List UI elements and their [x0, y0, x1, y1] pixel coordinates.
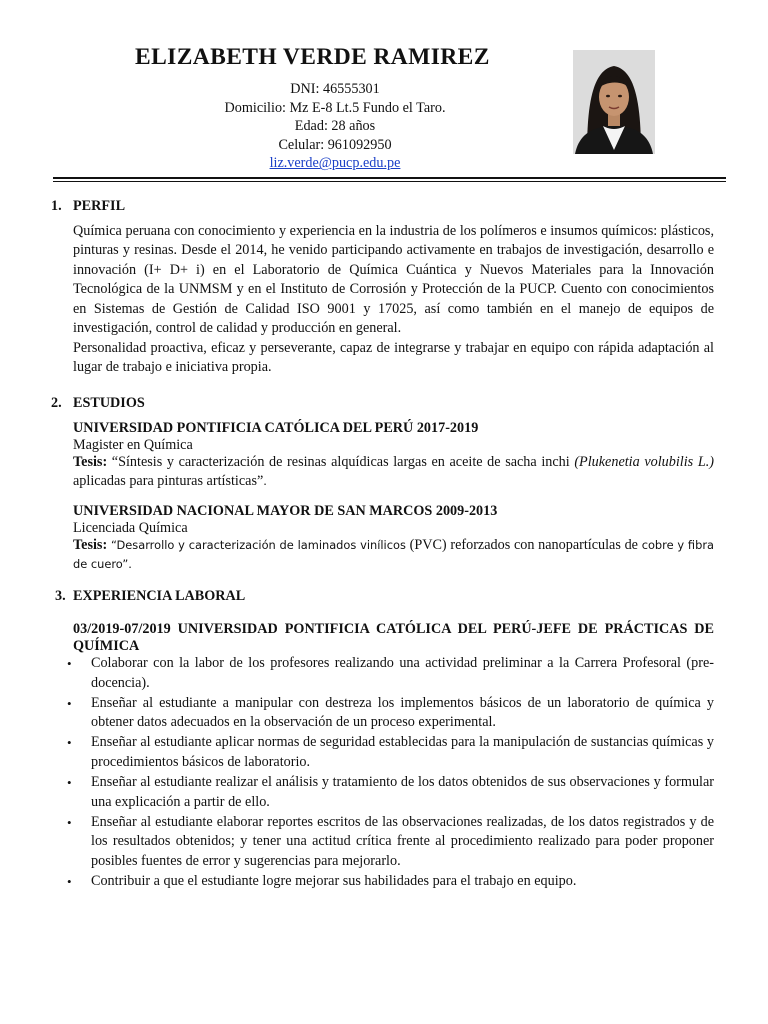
degree-magister: Magister en Química	[73, 437, 193, 453]
address-line: Domicilio: Mz E-8 Lt.5 Fundo el Taro.	[224, 99, 446, 116]
university-pucp: UNIVERSIDAD PONTIFICIA CATÓLICA DEL PERÚ 2017-2019	[73, 420, 479, 436]
section-number: 1.	[51, 198, 62, 214]
email-link[interactable]: liz.verde@pucp.edu.pe	[269, 155, 401, 172]
perfil-paragraph-1: Química peruana con conocimiento y experiencia en la industria de los polímeros e insumos químicos: plásticos, pinturas y resinas. Desde el 2014, he venido participando activamente en trabajos de investigación, desarrollo e innovación (I+ D+ i) en el Laboratorio de Química Cuántica y Nuevos Materiales para la Innovación Tecnológica de la UNMSM y en el Instituto de Corrosión y Protección de la PUCP. Cuento con conocimientos en Sistemas de Gestión de Calidad ISO 9001 y 17025, así como también en el manejo de equipos de investigación, control de calidad y producción en general.	[73, 223, 714, 337]
job-duties-list	[67, 654, 714, 892]
list-item: • Enseñar al estudiante realizar el análisis y tratamiento de los datos obtenidos de sus observaciones y formular una explicación a partir de ello.	[67, 774, 714, 810]
age-line: Edad: 28 años	[294, 118, 376, 135]
list-item: • Enseñar al estudiante a manipular con destreza los implementos básicos de un laboratorio de química y obtener datos adecuados en la observación de un proceso experimental.	[67, 694, 714, 731]
section-title: EXPERIENCIA LABORAL	[73, 588, 246, 604]
bullet-icon: •	[67, 775, 72, 791]
section-title: PERFIL	[73, 198, 126, 214]
tesis-text-middle: (PVC) reforzados con nanopartículas de	[405, 537, 642, 553]
list-item: • Contribuir a que el estudiante logre mejorar sus habilidades para el trabajo en equipo.	[73, 872, 714, 892]
tesis-text: “Desarrollo y caracterización de laminados vinílicos	[107, 538, 406, 552]
section-heading-perfil	[51, 198, 125, 215]
bullet-icon: •	[67, 695, 72, 711]
section-number: 2.	[51, 395, 62, 411]
profile-photo	[573, 50, 655, 154]
bullet-icon: •	[67, 735, 72, 751]
bullet-icon: •	[67, 874, 72, 890]
tesis-label: Tesis:	[73, 454, 108, 470]
tesis-licenciada	[73, 536, 714, 573]
section-heading-experiencia	[55, 588, 245, 605]
contact-block	[170, 80, 500, 173]
perfil-paragraph-2: Personalidad proactiva, eficaz y perseverante, capaz de integrarse y trabajar en equipo con rápida adaptación al lugar de trabajo e iniciativa propia.	[73, 340, 714, 376]
section-number: 3.	[55, 588, 66, 604]
section-title: ESTUDIOS	[73, 395, 145, 411]
degree-licenciada: Licenciada Química	[73, 520, 188, 536]
dni-line: DNI: 46555301	[290, 81, 380, 97]
bullet-icon: •	[67, 814, 72, 830]
candidate-name: ELIZABETH VERDE RAMIREZ	[135, 44, 490, 70]
list-item: • Enseñar al estudiante elaborar reportes escritos de las observaciones realizadas, de los datos registrados y de los resultados obtenidos; y tener una actitud crítica frente al procedimiento realizado para poder proponer posibles fuentes de error y sugerencias para mejorarlo.	[67, 813, 714, 869]
tesis-text: “Síntesis y caracterización de resinas alquídicas largas en aceite de sacha inchi	[107, 454, 575, 470]
list-item: • Enseñar al estudiante aplicar normas de seguridad establecidas para la manipulación de sustancias químicas y procedimientos básicos de laboratorio.	[67, 734, 714, 770]
tesis-period: .	[263, 473, 267, 488]
tesis-text-end: cobre y fibra de cuero”.	[73, 538, 714, 571]
bullet-icon: •	[67, 656, 72, 671]
job-title: 03/2019-07/2019 UNIVERSIDAD PONTIFICIA CATÓLICA DEL PERÚ-JEFE DE PRÁCTICAS DE QUÍMICA	[73, 621, 714, 654]
tesis-species: (Plukenetia volubilis L.)	[574, 454, 714, 470]
list-item: • Colaborar con la labor de los profesores realizando una actividad preliminar a la Carrera Profesoral (pre-docencia).	[67, 655, 714, 691]
header-divider-thin	[53, 181, 726, 182]
header-divider-thick	[53, 177, 726, 179]
tesis-magister	[73, 453, 714, 490]
profile-photo-illustration	[573, 50, 655, 154]
section-heading-estudios	[51, 395, 145, 412]
university-unmsm: UNIVERSIDAD NACIONAL MAYOR DE SAN MARCOS 2009-2013	[73, 503, 498, 519]
phone-line: Celular: 961092950	[278, 136, 392, 153]
tesis-text-end: aplicadas para pinturas artísticas”	[73, 472, 264, 489]
tesis-label: Tesis:	[73, 537, 108, 553]
